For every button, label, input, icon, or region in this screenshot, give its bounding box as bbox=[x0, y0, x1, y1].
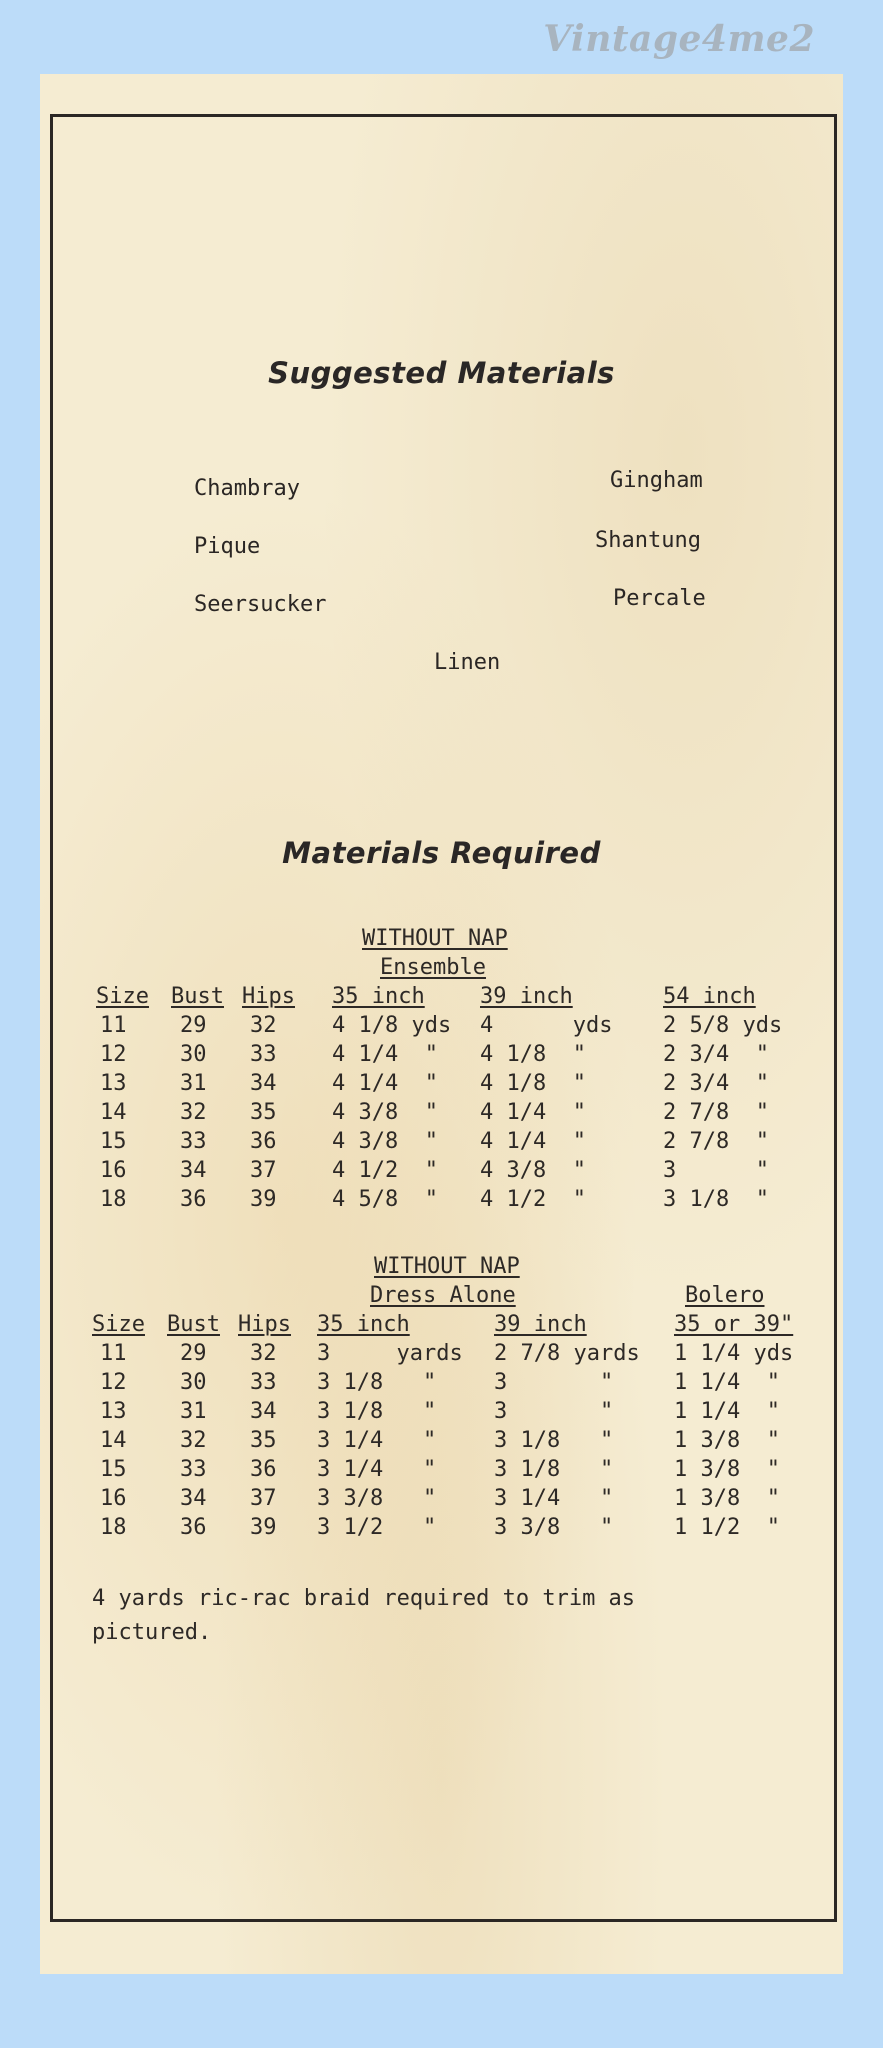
table-row bbox=[40, 1069, 843, 1098]
table-cell: 14 bbox=[100, 1100, 127, 1125]
col-hips-header: Hips bbox=[242, 984, 295, 1009]
table-cell: 18 bbox=[100, 1515, 127, 1540]
col-bust-header: Bust bbox=[171, 984, 224, 1009]
table-cell: 34 bbox=[250, 1399, 277, 1424]
table-cell: 12 bbox=[100, 1042, 127, 1067]
table-cell: 4 1/4 " bbox=[332, 1042, 438, 1067]
dress-heading-type bbox=[40, 1281, 843, 1310]
table-cell: 14 bbox=[100, 1428, 127, 1453]
table-cell: 4 1/8 " bbox=[480, 1071, 586, 1096]
table-cell: 3 " bbox=[494, 1370, 614, 1395]
table-cell: 16 bbox=[100, 1486, 127, 1511]
table-cell: 4 1/8 " bbox=[480, 1042, 586, 1067]
table-row bbox=[40, 1368, 843, 1397]
table-cell: 1 3/8 " bbox=[674, 1486, 780, 1511]
table-cell: 18 bbox=[100, 1187, 127, 1212]
table-row bbox=[40, 1513, 843, 1542]
table-cell: 1 3/8 " bbox=[674, 1457, 780, 1482]
ensemble-header-row bbox=[40, 982, 843, 1011]
table-cell: 4 1/4 " bbox=[332, 1071, 438, 1096]
table-cell: 32 bbox=[180, 1100, 207, 1125]
table-cell: 3 1/4 " bbox=[317, 1457, 437, 1482]
table-cell: 34 bbox=[180, 1486, 207, 1511]
ensemble-heading-nap bbox=[40, 924, 843, 953]
table-cell: 13 bbox=[100, 1071, 127, 1096]
table-cell: 33 bbox=[250, 1042, 277, 1067]
table-row bbox=[40, 1484, 843, 1513]
materials-required-title: Materials Required bbox=[282, 836, 601, 870]
table-cell: 37 bbox=[250, 1158, 277, 1183]
ensemble-heading-type bbox=[40, 953, 843, 982]
table-cell: 29 bbox=[180, 1013, 207, 1038]
table-cell: 1 1/4 yds bbox=[674, 1341, 794, 1366]
table-cell: 29 bbox=[180, 1341, 207, 1366]
table-cell: 39 bbox=[250, 1187, 277, 1212]
table-row bbox=[40, 1156, 843, 1185]
material-pique: Pique bbox=[194, 534, 261, 559]
table-cell: 3 " bbox=[663, 1158, 769, 1183]
table-row bbox=[40, 1185, 843, 1214]
table-cell: 35 bbox=[250, 1428, 277, 1453]
table-cell: 3 1/8 " bbox=[317, 1370, 437, 1395]
without-nap-heading: WITHOUT NAP bbox=[362, 926, 508, 951]
suggested-materials-title: Suggested Materials bbox=[268, 356, 615, 390]
table-cell: 3 3/8 " bbox=[494, 1515, 614, 1540]
table-row bbox=[40, 1040, 843, 1069]
dress-header-row bbox=[40, 1310, 843, 1339]
table-cell: 4 3/8 " bbox=[332, 1100, 438, 1125]
table-cell: 3 1/8 " bbox=[663, 1187, 769, 1212]
table-cell: 16 bbox=[100, 1158, 127, 1183]
table-cell: 32 bbox=[250, 1013, 277, 1038]
ensemble-table bbox=[40, 924, 843, 1214]
table-cell: 13 bbox=[100, 1399, 127, 1424]
table-cell: 4 1/2 " bbox=[332, 1158, 438, 1183]
table-cell: 4 1/4 " bbox=[480, 1100, 586, 1125]
pattern-instruction-sheet bbox=[40, 74, 843, 1974]
table-cell: 33 bbox=[180, 1129, 207, 1154]
table-cell: 3 1/8 " bbox=[494, 1457, 614, 1482]
table-cell: 4 yds bbox=[480, 1013, 613, 1038]
table-row bbox=[40, 1455, 843, 1484]
table-cell: 1 1/4 " bbox=[674, 1370, 780, 1395]
table-cell: 32 bbox=[250, 1341, 277, 1366]
col-54-inch-header: 54 inch bbox=[663, 984, 756, 1009]
table-cell: 3 1/4 " bbox=[317, 1428, 437, 1453]
table-cell: 30 bbox=[180, 1370, 207, 1395]
table-cell: 2 7/8 yards bbox=[494, 1341, 640, 1366]
col-39-inch-header: 39 inch bbox=[480, 984, 573, 1009]
ric-rac-note: 4 yards ric-rac braid required to trim as pictured. bbox=[92, 1586, 636, 1645]
table-cell: 2 3/4 " bbox=[663, 1071, 769, 1096]
table-row bbox=[40, 1397, 843, 1426]
col-bust-header: Bust bbox=[167, 1312, 220, 1337]
table-cell: 3 1/8 " bbox=[317, 1399, 437, 1424]
table-cell: 4 5/8 " bbox=[332, 1187, 438, 1212]
table-cell: 4 3/8 " bbox=[480, 1158, 586, 1183]
table-cell: 3 1/8 " bbox=[494, 1428, 614, 1453]
table-cell: 3 1/2 " bbox=[317, 1515, 437, 1540]
table-cell: 4 1/4 " bbox=[480, 1129, 586, 1154]
table-cell: 3 3/8 " bbox=[317, 1486, 437, 1511]
table-cell: 33 bbox=[180, 1457, 207, 1482]
dress-alone-table bbox=[40, 1252, 843, 1542]
table-cell: 3 1/4 " bbox=[494, 1486, 614, 1511]
ensemble-heading: Ensemble bbox=[380, 955, 486, 980]
table-cell: 2 7/8 " bbox=[663, 1100, 769, 1125]
table-row bbox=[40, 1098, 843, 1127]
table-cell: 2 5/8 yds bbox=[663, 1013, 783, 1038]
table-cell: 30 bbox=[180, 1042, 207, 1067]
col-size-header: Size bbox=[92, 1312, 145, 1337]
col-35-inch-header: 35 inch bbox=[317, 1312, 410, 1337]
dress-heading-nap bbox=[40, 1252, 843, 1281]
table-cell: 35 bbox=[250, 1100, 277, 1125]
table-cell: 11 bbox=[100, 1013, 127, 1038]
watermark-logo: Vintage4me2 bbox=[543, 18, 815, 60]
table-cell: 37 bbox=[250, 1486, 277, 1511]
table-cell: 15 bbox=[100, 1129, 127, 1154]
table-row bbox=[40, 1339, 843, 1368]
table-cell: 39 bbox=[250, 1515, 277, 1540]
material-shantung: Shantung bbox=[595, 528, 701, 553]
table-cell: 2 7/8 " bbox=[663, 1129, 769, 1154]
table-cell: 31 bbox=[180, 1071, 207, 1096]
without-nap-heading: WITHOUT NAP bbox=[374, 1254, 520, 1279]
col-hips-header: Hips bbox=[238, 1312, 291, 1337]
material-gingham: Gingham bbox=[610, 468, 703, 493]
table-cell: 11 bbox=[100, 1341, 127, 1366]
table-cell: 36 bbox=[250, 1457, 277, 1482]
table-cell: 12 bbox=[100, 1370, 127, 1395]
table-cell: 4 1/2 " bbox=[480, 1187, 586, 1212]
material-linen: Linen bbox=[434, 650, 501, 675]
table-cell: 2 3/4 " bbox=[663, 1042, 769, 1067]
table-row bbox=[40, 1426, 843, 1455]
col-39-inch-header: 39 inch bbox=[494, 1312, 587, 1337]
table-cell: 36 bbox=[250, 1129, 277, 1154]
table-row bbox=[40, 1011, 843, 1040]
table-cell: 36 bbox=[180, 1515, 207, 1540]
table-cell: 4 3/8 " bbox=[332, 1129, 438, 1154]
col-bolero-header: 35 or 39" bbox=[674, 1312, 794, 1337]
table-cell: 15 bbox=[100, 1457, 127, 1482]
bolero-heading: Bolero bbox=[685, 1283, 765, 1308]
table-cell: 1 1/2 " bbox=[674, 1515, 780, 1540]
table-cell: 31 bbox=[180, 1399, 207, 1424]
col-size-header: Size bbox=[96, 984, 149, 1009]
table-row bbox=[40, 1127, 843, 1156]
table-cell: 4 1/8 yds bbox=[332, 1013, 452, 1038]
table-cell: 33 bbox=[250, 1370, 277, 1395]
table-cell: 1 3/8 " bbox=[674, 1428, 780, 1453]
table-cell: 34 bbox=[250, 1071, 277, 1096]
table-cell: 34 bbox=[180, 1158, 207, 1183]
table-cell: 3 yards bbox=[317, 1341, 463, 1366]
table-cell: 3 " bbox=[494, 1399, 614, 1424]
material-percale: Percale bbox=[613, 586, 706, 611]
table-cell: 32 bbox=[180, 1428, 207, 1453]
table-cell: 1 1/4 " bbox=[674, 1399, 780, 1424]
table-cell: 36 bbox=[180, 1187, 207, 1212]
material-chambray: Chambray bbox=[194, 476, 300, 501]
dress-alone-heading: Dress Alone bbox=[370, 1283, 516, 1308]
col-35-inch-header: 35 inch bbox=[332, 984, 425, 1009]
material-seersucker: Seersucker bbox=[194, 592, 327, 617]
